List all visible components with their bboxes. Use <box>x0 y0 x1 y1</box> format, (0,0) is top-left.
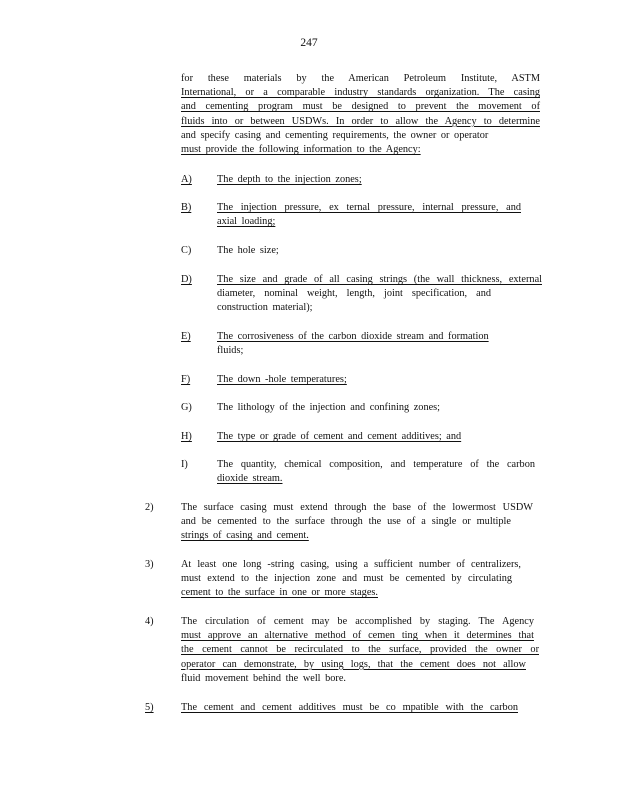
text-line: must approve an alternative method of cemen ting when it determines that <box>181 630 534 642</box>
item-label: C) <box>181 245 192 256</box>
item-label: H) <box>181 431 192 442</box>
text-line: fluids into or between USDWs. In order to allow the Agency to determine <box>181 115 540 127</box>
text-line: The depth to the injection zones; <box>217 174 362 185</box>
text-line: construction material); <box>217 302 313 314</box>
text-line: for these materials by the American Petroleum Institute, ASTM <box>181 73 540 84</box>
text-line: The lithology of the injection and confining zones; <box>217 402 441 413</box>
intro-paragraph <box>181 72 540 157</box>
text-line: cement to the surface in one or more stages. <box>181 587 378 599</box>
item-label: F) <box>181 374 191 385</box>
text-line: diameter, nominal weight, length, joint specification, and <box>217 288 491 300</box>
item-label: A) <box>181 174 192 185</box>
text-line: The corrosiveness of the carbon dioxide stream and formation <box>217 331 489 342</box>
text-line: and cementing program must be designed to prevent the movement of <box>181 101 540 113</box>
page-number: 247 <box>300 37 318 49</box>
text-line: fluid movement behind the well bore. <box>181 672 346 684</box>
text-line: and be cemented to the surface through the use of a single or multiple <box>181 516 511 528</box>
text-line: must extend to the injection zone and must be cemented by circulating <box>181 573 512 585</box>
text-line: axial loading; <box>217 216 276 228</box>
text-line: dioxide stream. <box>217 473 283 485</box>
text-line: and specify casing and cementing requirements, the owner or operator <box>181 129 489 141</box>
text-line: The surface casing must extend through the base of the lowermost USDW <box>181 502 533 513</box>
item-label: 2) <box>145 502 154 513</box>
text-line: The quantity, chemical composition, and temperature of the carbon <box>217 459 535 470</box>
text-line: must provide the following information to the Agency: <box>181 143 421 155</box>
item-label: 3) <box>145 559 154 570</box>
text-line: The cement and cement additives must be co mpatible with the carbon <box>181 702 518 713</box>
text-line: strings of casing and cement. <box>181 530 309 542</box>
text-line: The hole size; <box>217 245 279 256</box>
item-label: 4) <box>145 616 154 627</box>
item-label: I) <box>181 459 188 470</box>
text-line: The injection pressure, ex ternal pressure, internal pressure, and <box>217 202 521 213</box>
item-label: G) <box>181 402 192 413</box>
item-label: E) <box>181 331 191 342</box>
item-label: B) <box>181 202 192 213</box>
item-label: 5) <box>145 702 154 713</box>
text-line: The size and grade of all casing strings (the wall thickness, external <box>217 274 542 285</box>
text-line: operator can demonstrate, by using logs, that the cement does not allow <box>181 658 526 670</box>
text-line: The circulation of cement may be accomplished by staging. The Agency <box>181 616 534 627</box>
text-line: At least one long -string casing, using a sufficient number of centralizers, <box>181 559 521 570</box>
text-line: The down -hole temperatures; <box>217 374 347 385</box>
text-line: fluids; <box>217 345 244 357</box>
text-line: The type or grade of cement and cement additives; and <box>217 431 462 442</box>
item-label: D) <box>181 274 192 285</box>
text-line: International, or a comparable industry standards organization. The casing <box>181 87 540 99</box>
text-line: the cement cannot be recirculated to the surface, provided the owner or <box>181 644 539 656</box>
